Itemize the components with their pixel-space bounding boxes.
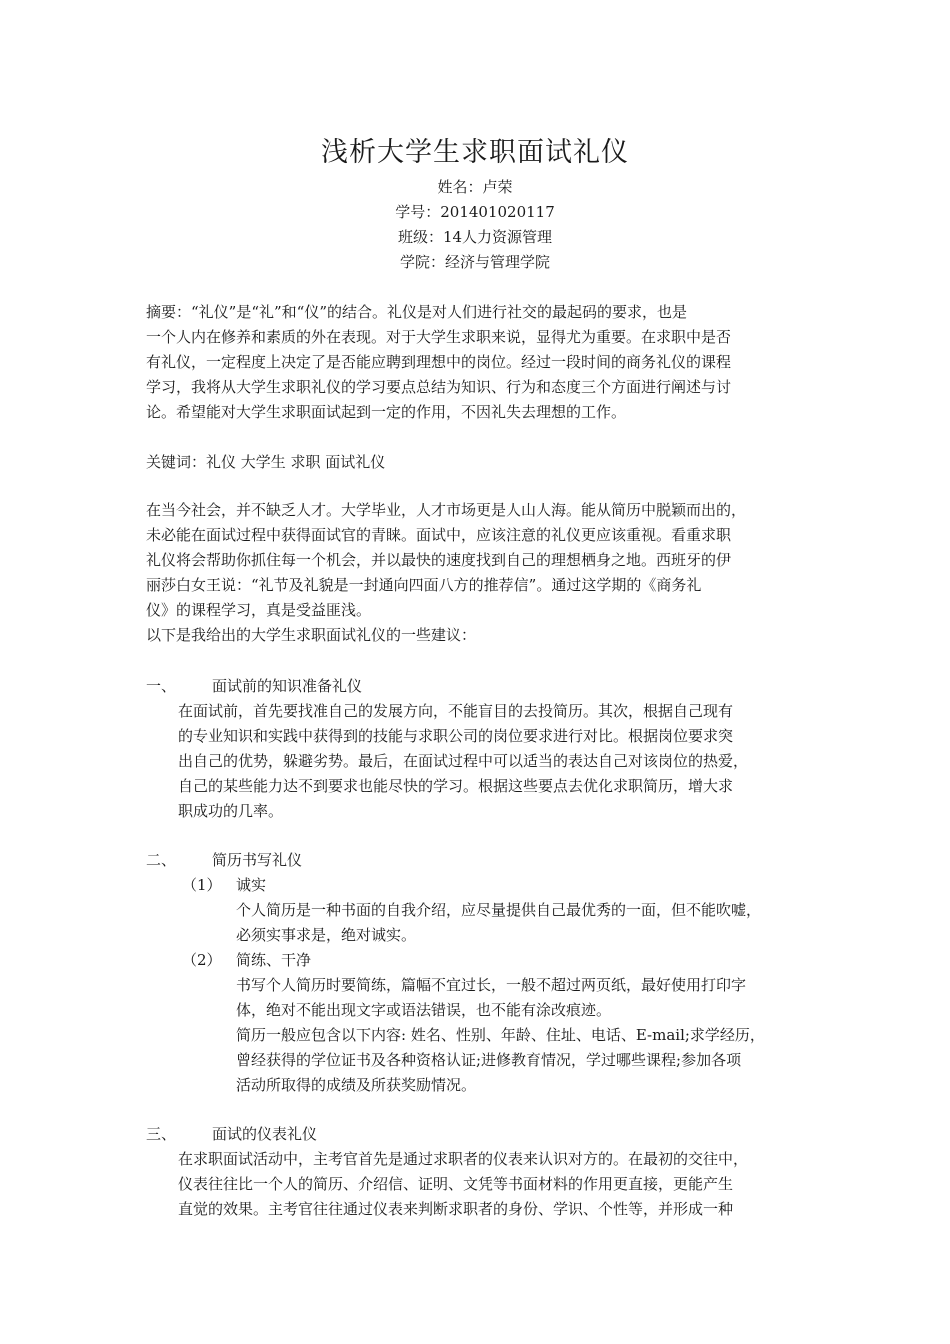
section-body-1 (178, 699, 748, 824)
body-line: 出自己的优势，躲避劣势。最后，在面试过程中可以适当的表达自己对该岗位的热爱， (178, 752, 749, 770)
abstract-paragraph (146, 300, 731, 425)
intro-line: 未必能在面试过程中获得面试官的青睐。面试中，应该注意的礼仪更应该重视。看重求职 (146, 526, 732, 544)
class-name: 班级：14人力资源管理 (397, 228, 553, 246)
section-title: 简历书写礼仪 (212, 851, 303, 869)
body-line: 直觉的效果。主考官往往通过仪表来判断求职者的身份、学识、个性等，并形成一种 (178, 1200, 734, 1218)
subsection-title: 诚实 (236, 876, 267, 894)
student-id: 学号：201401020117 (395, 203, 555, 221)
body-line: 曾经获得的学位证书及各种资格认证;进修教育情况，学过哪些课程;参加各项 (236, 1051, 742, 1069)
subsection-body-2 (236, 973, 765, 1098)
body-line: 简历一般应包含以下内容: 姓名、性别、年龄、住址、电话、E-mail;求学经历， (236, 1026, 765, 1044)
abstract-line: 论。希望能对大学生求职面试起到一定的作用，不因礼失去理想的工作。 (146, 403, 627, 421)
college-name: 学院：经济与管理学院 (399, 253, 550, 271)
body-line: 在面试前，首先要找准自己的发展方向，不能盲目的去投简历。其次，根据自己现有 (178, 702, 734, 720)
body-line: 自己的某些能力达不到要求也能尽快的学习。根据这些要点去优化求职简历，增大求 (178, 777, 734, 795)
section-title: 面试的仪表礼仪 (212, 1125, 318, 1143)
document-title: 浅析大学生求职面试礼仪 (321, 137, 629, 168)
keywords-line (146, 450, 385, 475)
subsection-number: （1） (182, 876, 222, 894)
abstract-line: 学习，我将从大学生求职礼仪的学习要点总结为知识、行为和态度三个方面进行阐述与讨 (146, 378, 732, 396)
subsection-number: （2） (182, 951, 222, 969)
abstract-line: 一个人内在修养和素质的外在表现。对于大学生求职来说，显得尤为重要。在求职中是否 (146, 328, 732, 346)
section-title: 面试前的知识准备礼仪 (212, 677, 363, 695)
body-line: 的专业知识和实践中获得到的技能与求职公司的岗位要求进行对比。根据岗位要求突 (178, 727, 734, 745)
body-line: 书写个人简历时要简练，篇幅不宜过长，一般不超过两页纸，最好使用打印字 (236, 976, 747, 994)
body-line: 在求职面试活动中，主考官首先是通过求职者的仪表来认识对方的。在最初的交往中， (178, 1150, 749, 1168)
keywords-text: 关键词：礼仪 大学生 求职 面试礼仪 (146, 453, 386, 471)
intro-line: 礼仪将会帮助你抓住每一个机会，并以最快的速度找到自己的理想栖身之地。西班牙的伊 (146, 551, 732, 569)
body-line: 个人简历是一种书面的自我介绍，应尽量提供自己最优秀的一面，但不能吹嘘， (236, 901, 762, 919)
abstract-line: 摘要：“礼仪”是“礼”和“仪”的结合。礼仪是对人们进行社交的最起码的要求，也是 (146, 303, 688, 321)
body-line: 仪表往往比一个人的简历、介绍信、证明、文凭等书面材料的作用更直接，更能产生 (178, 1175, 734, 1193)
intro-paragraph (146, 498, 746, 648)
body-line: 职成功的几率。 (178, 802, 284, 820)
section-number: 三、 (146, 1125, 177, 1143)
body-line: 必须实事求是，绝对诚实。 (236, 926, 417, 944)
body-line: 体，绝对不能出现文字或语法错误，也不能有涂改痕迹。 (236, 1001, 612, 1019)
intro-line: 在当今社会，并不缺乏人才。大学毕业，人才市场更是人山人海。能从简历中脱颖而出的， (146, 501, 747, 519)
intro-line: 仪》的课程学习，真是受益匪浅。 (146, 601, 372, 619)
author-name: 姓名：卢荣 (437, 178, 513, 196)
subsection-body-1 (236, 898, 761, 948)
section-number: 一、 (146, 677, 177, 695)
section-number: 二、 (146, 851, 177, 869)
body-line: 活动所取得的成绩及所获奖励情况。 (236, 1076, 477, 1094)
subsection-title: 简练、干净 (236, 951, 312, 969)
abstract-line: 有礼仪，一定程度上决定了是否能应聘到理想中的岗位。经过一段时间的商务礼仪的课程 (146, 353, 732, 371)
intro-line: 丽莎白女王说：“礼节及礼貌是一封通向四面八方的推荐信”。通过这学期的《商务礼 (146, 576, 702, 594)
section-body-3 (178, 1147, 748, 1222)
intro-line: 以下是我给出的大学生求职面试礼仪的一些建议： (146, 626, 477, 644)
